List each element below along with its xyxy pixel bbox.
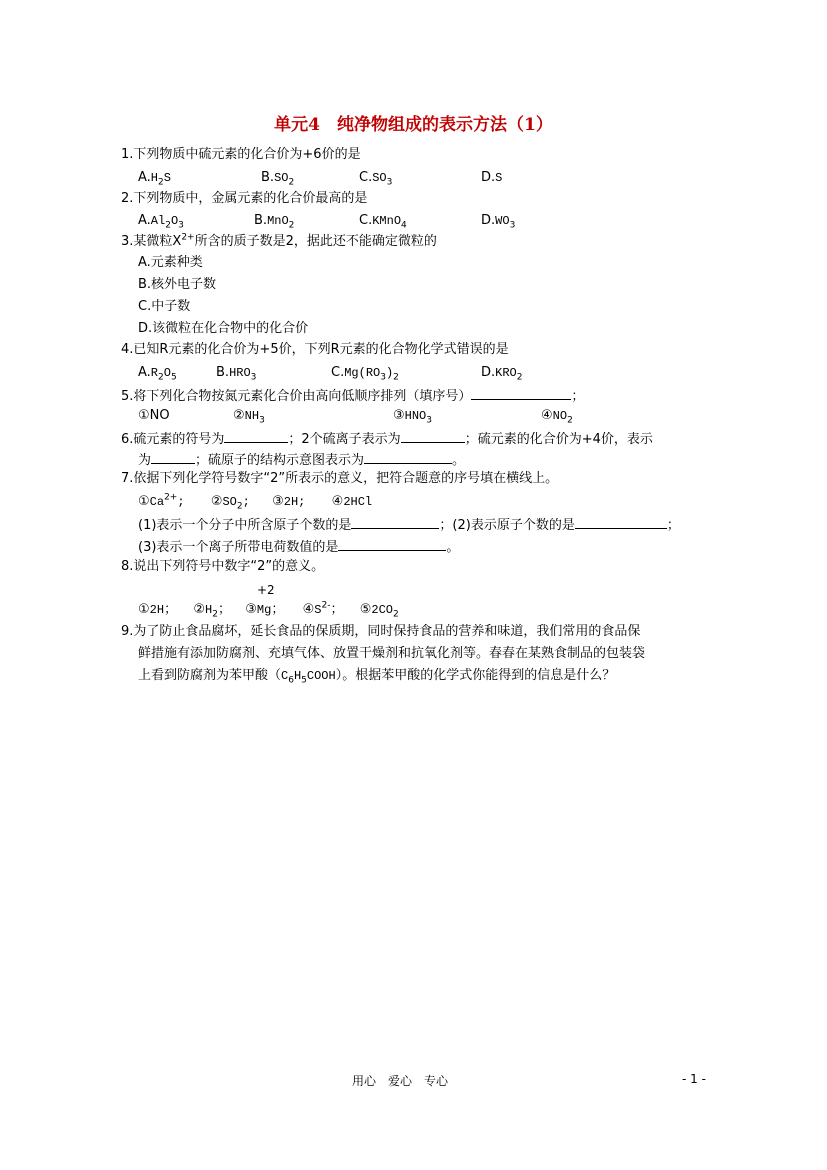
answer-blank[interactable] [351, 514, 439, 529]
question-8-options: ①2H； $②H_2$； ③Mg； $④S^{2-}$； $⑤2CO_2$ [138, 600, 399, 620]
question-5-option-2: $②NH_3$ [233, 408, 265, 426]
question-9-line-1: 9.为了防止食品腐坏，延长食品的保质期，同时保持食品的营养和味道，我们常用的食品保 [121, 624, 641, 639]
question-4-option-b: $B.HRO_3$ [216, 365, 257, 383]
question-1-option-d: D.S [481, 170, 503, 185]
answer-blank[interactable] [471, 385, 571, 400]
question-4-option-a: $A.R_2O_5$ [138, 365, 177, 383]
footer-motto: 用心 爱心 专心 [352, 1074, 449, 1088]
question-7-stem: 7.依据下列化学符号数字“2”所表示的意义，把符合题意的序号填在横线上。 [121, 471, 559, 486]
answer-blank[interactable] [575, 514, 667, 529]
question-5-stem: 5.将下列化合物按氮元素化合价由高向低顺序排列（填序号） ； [121, 385, 584, 406]
question-4-option-d: $D.KRO_2$ [481, 365, 523, 383]
question-7-sub-line-2: (3)表示一个离子所带电荷数值的是 。 [138, 536, 459, 557]
question-6-line-1: 6.硫元素的符号为 ；2个硫离子表示为 ；硫元素的化合价为+4价，表示 [121, 428, 653, 449]
question-7-sub-line-1: (1)表示一个分子中所含原子个数的是 ；(2)表示原子个数的是 ； [138, 514, 680, 535]
question-4-stem: 4.已知R元素的化合价为+5价，下列R元素的化合物化学式错误的是 [121, 342, 509, 357]
answer-blank[interactable] [401, 428, 465, 443]
question-2-option-b: B.MnO$_2$ [254, 213, 295, 231]
answer-blank[interactable] [224, 428, 288, 443]
question-9-line-3: 上看到防腐剂为苯甲酸$(C_6H_5COOH)$。根据苯甲酸的化学式你能得到的信息是什么？ [138, 668, 616, 686]
question-6-line-2: 为 ；硫原子的结构示意图表示为 。 [138, 449, 465, 470]
question-1-option-c: $C.SO_3$ [359, 170, 393, 188]
question-8-stem: 8.说出下列符号中数字“2”的意义。 [121, 559, 325, 574]
page-title: 单元4 纯净物组成的表示方法（1） [274, 115, 553, 135]
question-1-option-b: $B.SO_2$ [261, 170, 295, 188]
question-2-option-c: C.KMnO$_4$ [359, 213, 407, 231]
question-9-line-2: 鲜措施有添加防腐剂、充填气体、放置干燥剂和抗氧化剂等。春春在某熟食制品的包装袋 [138, 646, 646, 661]
question-4-option-c: $C.Mg(RO_3)_2$ [331, 365, 399, 383]
question-5-option-1: ①NO [138, 408, 170, 423]
question-3-option-b: B.核外电子数 [138, 277, 217, 292]
question-5-option-4: $④NO_2$ [541, 408, 573, 426]
question-5-option-3: $③HNO_3$ [393, 408, 432, 426]
answer-blank[interactable] [151, 449, 195, 464]
question-3-option-c: C.中子数 [138, 299, 191, 314]
page-number: - 1 - [682, 1072, 706, 1086]
question-3-option-d: D.该微粒在化合物中的化合价 [138, 321, 309, 336]
question-1-option-a: $A.H_2S$ [138, 170, 171, 188]
question-7-options: $①Ca^{2+}$; $②SO_2$; ③2H; ④2HCl [138, 492, 373, 512]
question-2-option-a: $A.Al_2O_3$ [138, 213, 184, 231]
question-2-option-d: $D.WO_3$ [481, 213, 516, 231]
answer-blank[interactable] [364, 449, 452, 464]
question-3-stem: 3.某微粒$X^{2+}$所含的质子数是2，据此还不能确定微粒的 [121, 232, 437, 249]
question-3-option-a: A.元素种类 [138, 255, 203, 270]
answer-blank[interactable] [338, 536, 446, 551]
question-8-valence-mark: +2 [257, 583, 275, 597]
question-1-stem: 1.下列物质中硫元素的化合价为+6价的是 [121, 147, 361, 162]
question-2-stem: 2.下列物质中，金属元素的化合价最高的是 [121, 191, 368, 206]
